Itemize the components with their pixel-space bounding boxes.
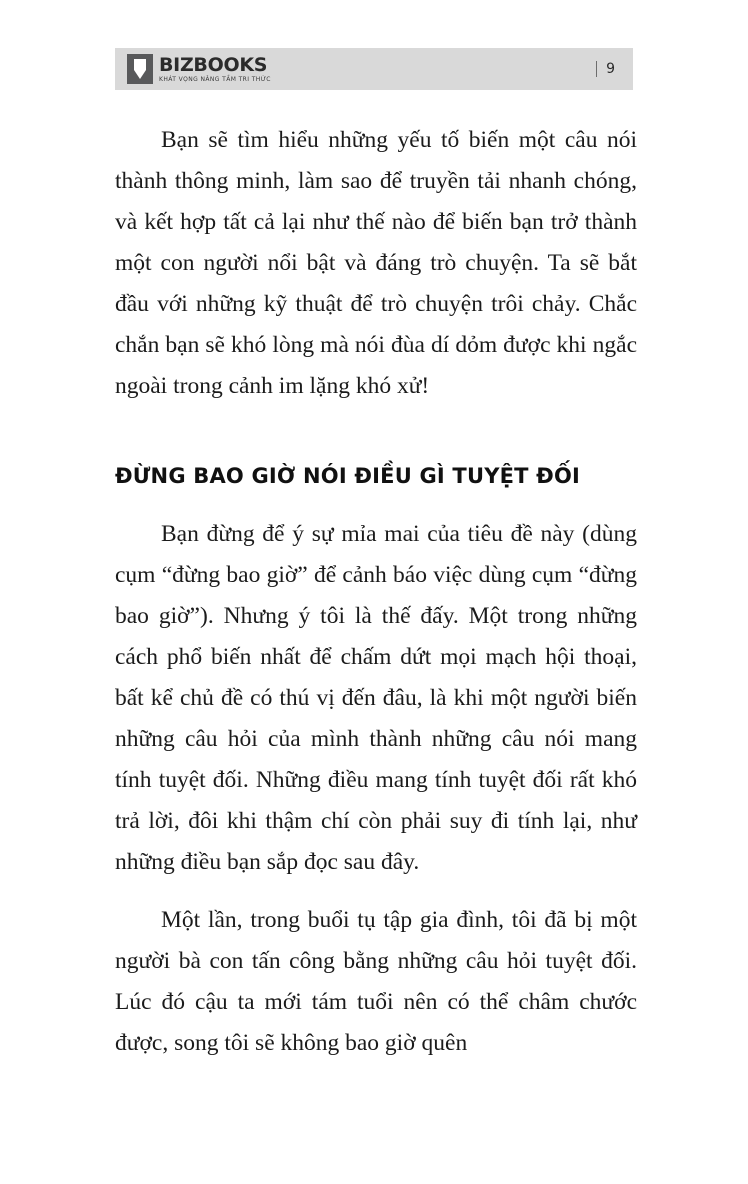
page-header bbox=[115, 48, 633, 90]
page-content bbox=[115, 120, 637, 1064]
paragraph: Bạn sẽ tìm hiểu những yếu tố biến một câu nói thành thông minh, làm sao để truyền tải nhanh chóng, và kết hợp tất cả lại như thế nào để biến bạn trở thành một con người nổi bật và đáng trò chuyện. Ta sẽ bắt đầu với những kỹ thuật để trò chuyện trôi chảy. Chắc chắn bạn sẽ khó lòng mà nói đùa dí dỏm được khi ngắc ngoài trong cảnh im lặng khó xử! bbox=[115, 127, 637, 399]
logo-title: BIZBOOKS bbox=[159, 53, 268, 76]
logo-text-block bbox=[159, 53, 271, 83]
page-number-divider bbox=[596, 61, 597, 77]
page-number-value: 9 bbox=[606, 61, 615, 77]
section-heading: ĐỪNG BAO GIỜ NÓI ĐIỀU GÌ TUYỆT ĐỐI bbox=[115, 464, 581, 488]
shield-icon bbox=[127, 54, 153, 84]
page-number bbox=[596, 61, 633, 77]
publisher-logo bbox=[115, 48, 271, 90]
paragraph: Bạn đừng để ý sự mỉa mai của tiêu đề này (dùng cụm “đừng bao giờ” để cảnh báo việc dùng cụm “đừng bao giờ”). Nhưng ý tôi là thế đấy. Một trong những cách phổ biến nhất để chấm dứt mọi mạch hội thoại, bất kể chủ đề có thú vị đến đâu, là khi một người biến những câu hỏi của mình thành những câu nói mang tính tuyệt đối. Những điều mang tính tuyệt đối rất khó trả lời, đôi khi thậm chí còn phải suy đi tính lại, như những điều bạn sắp đọc sau đây. bbox=[115, 521, 637, 875]
paragraph: Một lần, trong buổi tụ tập gia đình, tôi đã bị một người bà con tấn công bằng những câu hỏi tuyệt đối. Lúc đó cậu ta mới tám tuổi nên có thể châm chước được, song tôi sẽ không bao giờ quên bbox=[115, 907, 637, 1056]
logo-subtitle: KHÁT VỌNG NÂNG TẦM TRI THỨC bbox=[159, 75, 271, 83]
